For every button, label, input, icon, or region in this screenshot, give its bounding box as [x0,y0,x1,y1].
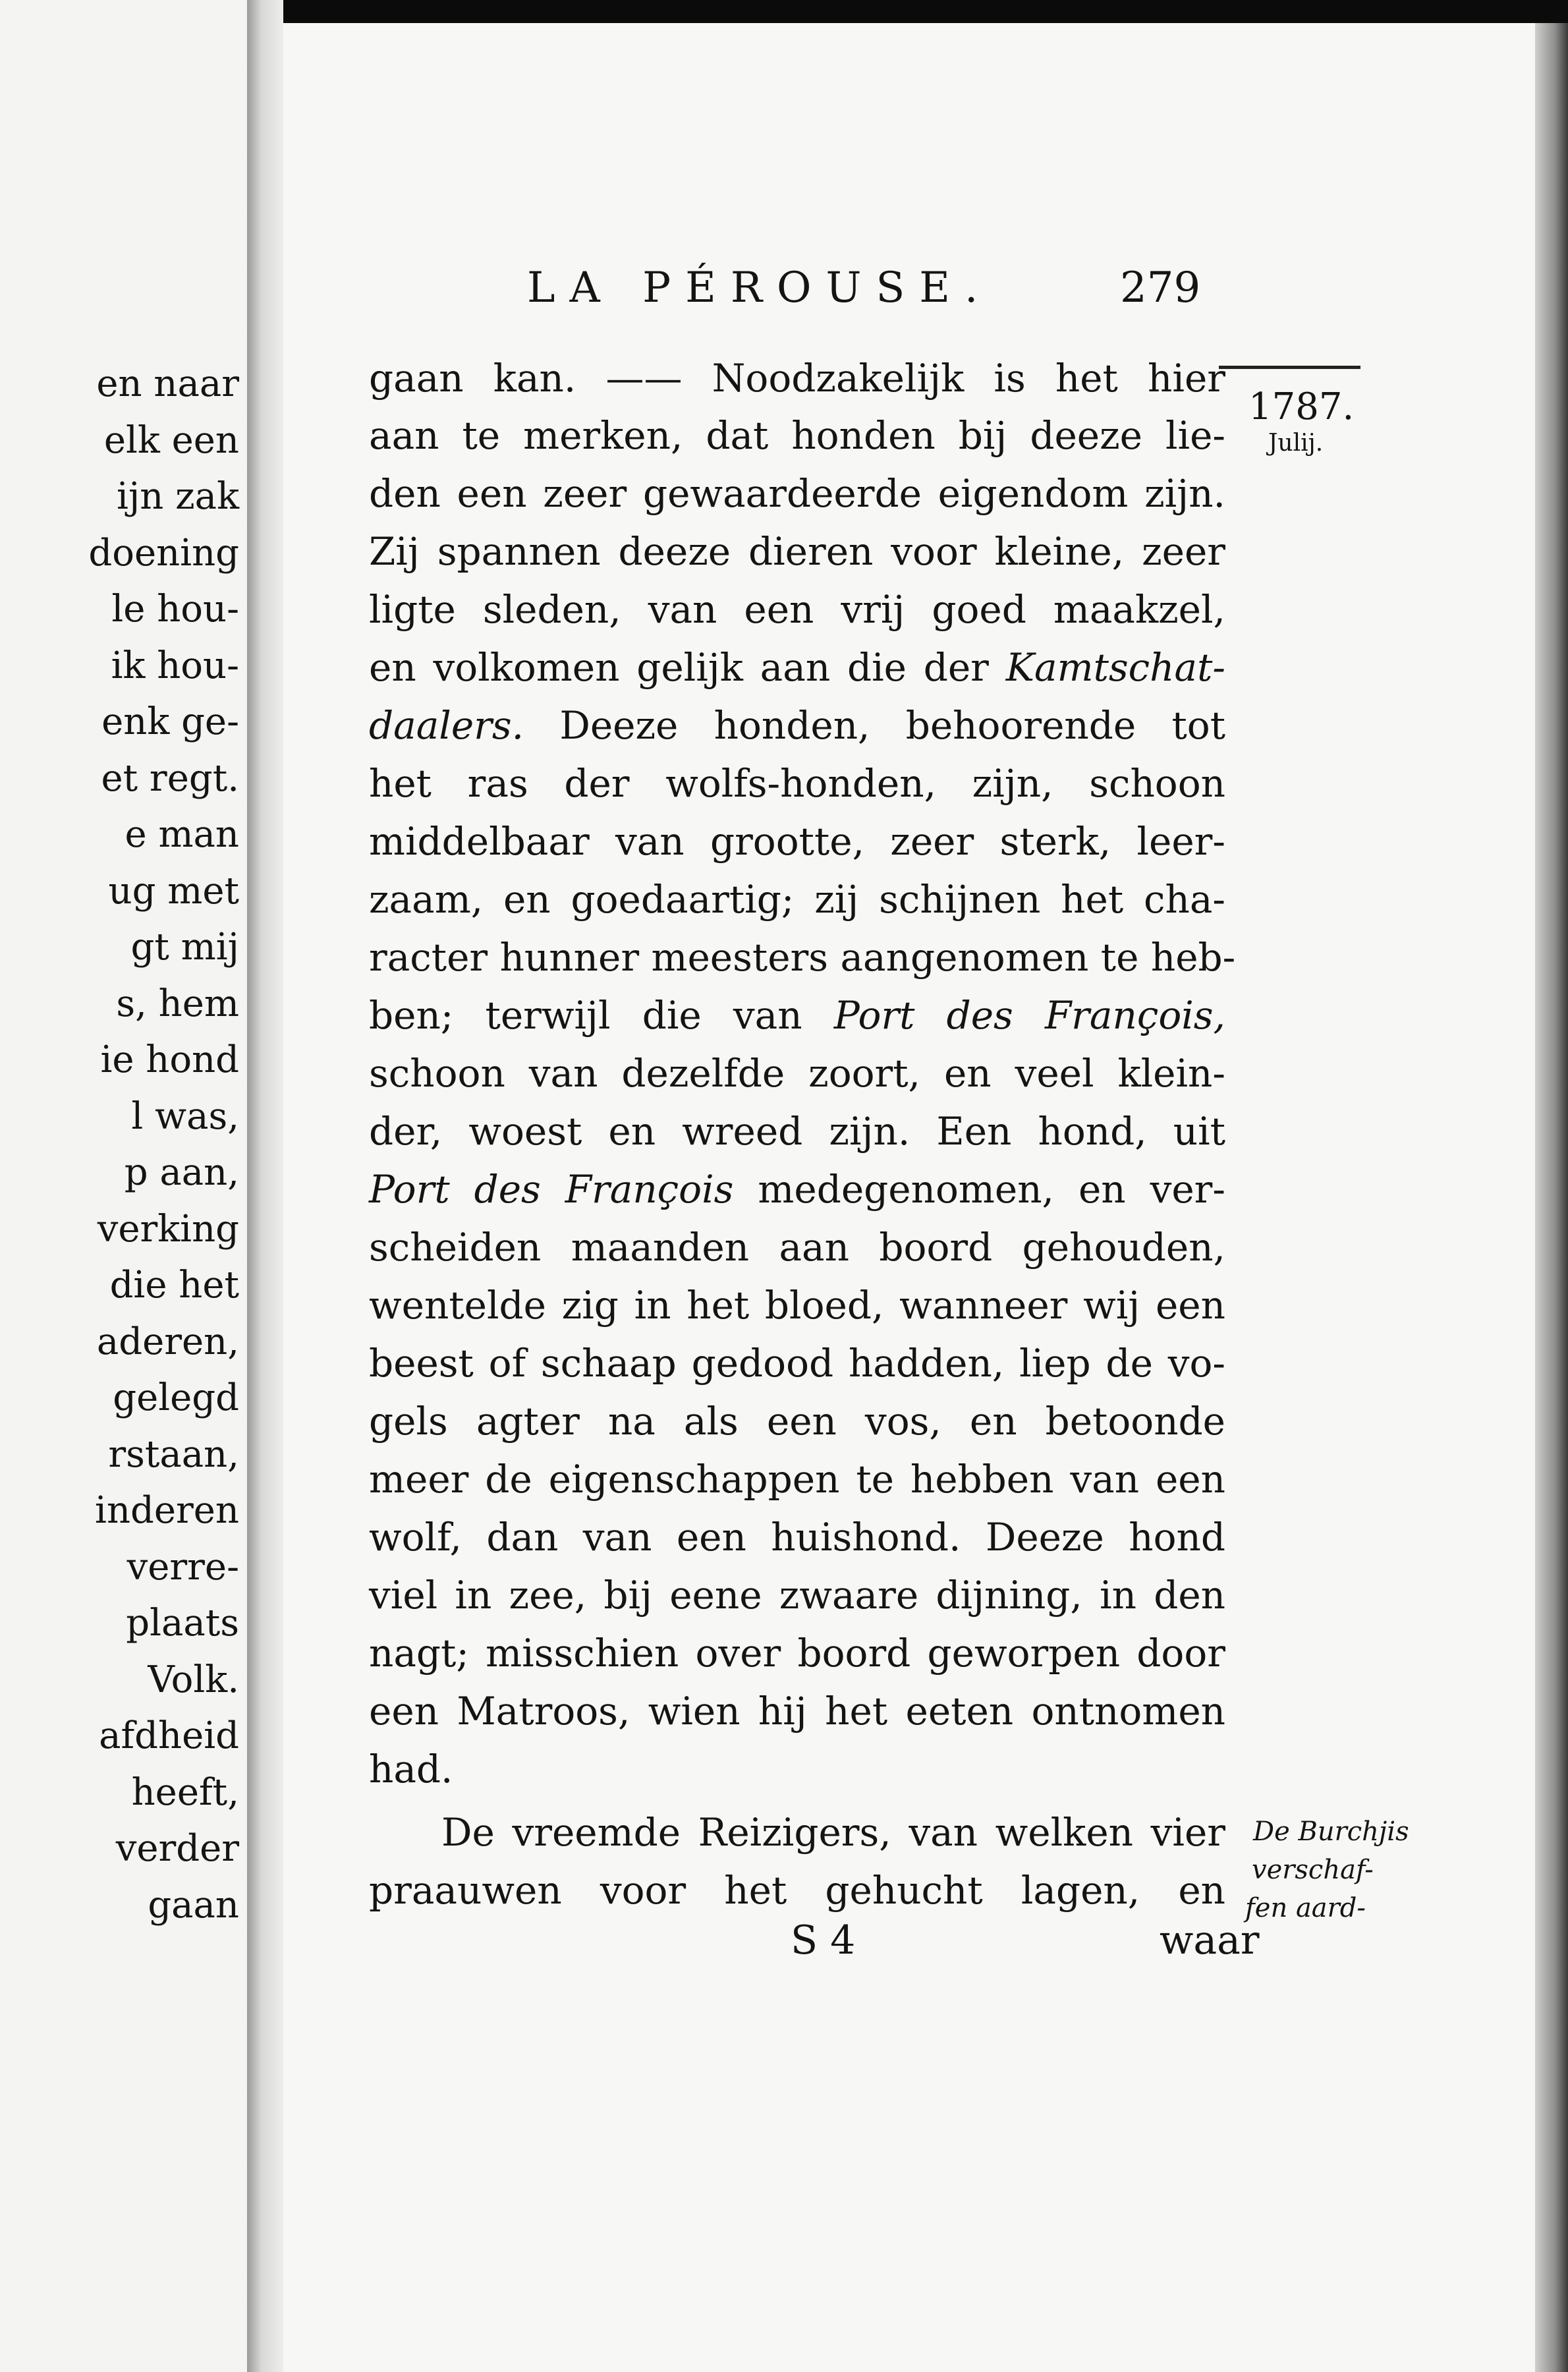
left-page-line: inderen [95,1489,239,1532]
book-gutter [247,0,283,2372]
italic-term: Port des François [369,1167,734,1212]
body-line: scheiden maanden aan boord gehouden, [369,1225,1225,1270]
body-span: Deeze honden, behoorende tot [524,703,1225,748]
body-line: gels agter na als een vos, en betoonde [369,1399,1225,1444]
left-page-line: e man [125,813,239,856]
body-line: Zij spannen deeze dieren voor kleine, zeer [369,529,1225,574]
left-page-line: enk ge- [101,700,239,743]
body-line: meer de eigenschappen te hebben van een [369,1457,1225,1502]
italic-term: daalers. [369,703,524,748]
body-span: en volkomen gelijk aan die der [369,645,1006,690]
body-line: beest of schaap gedood hadden, liep de vo- [369,1341,1225,1386]
left-page-line: verder [115,1827,239,1870]
margin-month: Julij. [1268,430,1324,457]
left-page-line: ie hond [100,1038,239,1081]
left-page-line: le hou- [111,588,239,631]
body-line [369,993,1225,1038]
left-page-line: elk een [103,418,239,462]
left-page-line: et regt. [101,756,239,800]
body-line [369,1167,1226,1212]
left-page-line: l was, [131,1094,239,1138]
margin-rule [1219,366,1360,369]
signature-mark: S 4 [791,1917,856,1963]
body-line [369,703,1225,748]
body-line: ligte sleden, van een vrij goed maakzel, [369,587,1225,632]
left-page-line: Volk. [148,1658,239,1701]
left-page-line: ik hou- [111,644,239,687]
left-page-line: gelegd [113,1376,239,1419]
body-line: wentelde zig in het bloed, wanneer wij een [369,1283,1225,1328]
left-page-line: plaats [126,1602,239,1645]
left-page-line: ug met [108,869,239,913]
left-page-line: gt mij [130,926,239,969]
body-line: schoon van dezelfde zoort, en veel klein- [369,1051,1225,1096]
body-line: middelbaar van grootte, zeer sterk, leer- [369,819,1225,864]
margin-note-line: verschaf- [1252,1855,1374,1885]
italic-term: Port des François, [833,993,1225,1038]
body-line: praauwen voor het gehucht lagen, en [369,1868,1225,1913]
body-line: zaam, en goedaartig; zij schijnen het cha- [369,877,1225,922]
body-line: een Matroos, wien hij het eeten ontnomen [369,1689,1225,1734]
left-page-line: afdheid [99,1714,239,1757]
left-page-line: en naar [96,362,239,405]
left-page-line: gaan [148,1883,239,1927]
left-page-line: ijn zak [117,475,239,518]
catchword: waar [1160,1917,1260,1963]
left-page [0,0,247,2372]
body-line: aan te merken, dat honden bij deeze lie- [369,413,1225,458]
body-line: viel in zee, bij eene zwaare dijning, in den [369,1573,1225,1618]
running-title: LA PÉROUSE. [527,264,993,312]
margin-note-line: fen aard- [1245,1893,1366,1923]
page-edge [1535,23,1568,2372]
left-page-line: p aan, [124,1151,239,1194]
left-page-line: aderen, [96,1320,239,1363]
left-page-line: s, hem [116,982,239,1025]
body-line [369,645,1225,690]
body-line: der, woest en wreed zijn. Een hond, uit [369,1109,1225,1154]
margin-note-line: De Burchjis [1253,1817,1409,1847]
body-line: racter hunner meesters aangenomen te heb- [369,935,1236,980]
left-page-line: verking [97,1207,239,1251]
left-page-line: heeft, [131,1770,239,1814]
italic-term: Kamtschat- [1005,645,1225,690]
body-span: medegenomen, en ver- [733,1167,1226,1212]
body-line: nagt; misschien over boord geworpen door [369,1631,1225,1676]
left-page-line: rstaan, [108,1432,239,1476]
body-line: gaan kan. —— Noodzakelijk is het hier [369,356,1225,401]
page-number: 279 [1120,264,1201,312]
body-line: had. [369,1747,453,1792]
body-line: den een zeer gewaardeerde eigendom zijn. [369,471,1225,516]
margin-year: 1787. [1248,385,1355,428]
body-line: wolf, dan van een huishond. Deeze hond [369,1515,1225,1560]
left-page-line: verre- [126,1545,239,1589]
left-page-line: doening [88,531,239,575]
body-span: ben; terwijl die van [369,993,834,1038]
body-line: De vreemde Reizigers, van welken vier [441,1810,1225,1855]
left-page-line: die het [109,1264,239,1307]
body-line: het ras der wolfs-honden, zijn, schoon [369,761,1225,806]
